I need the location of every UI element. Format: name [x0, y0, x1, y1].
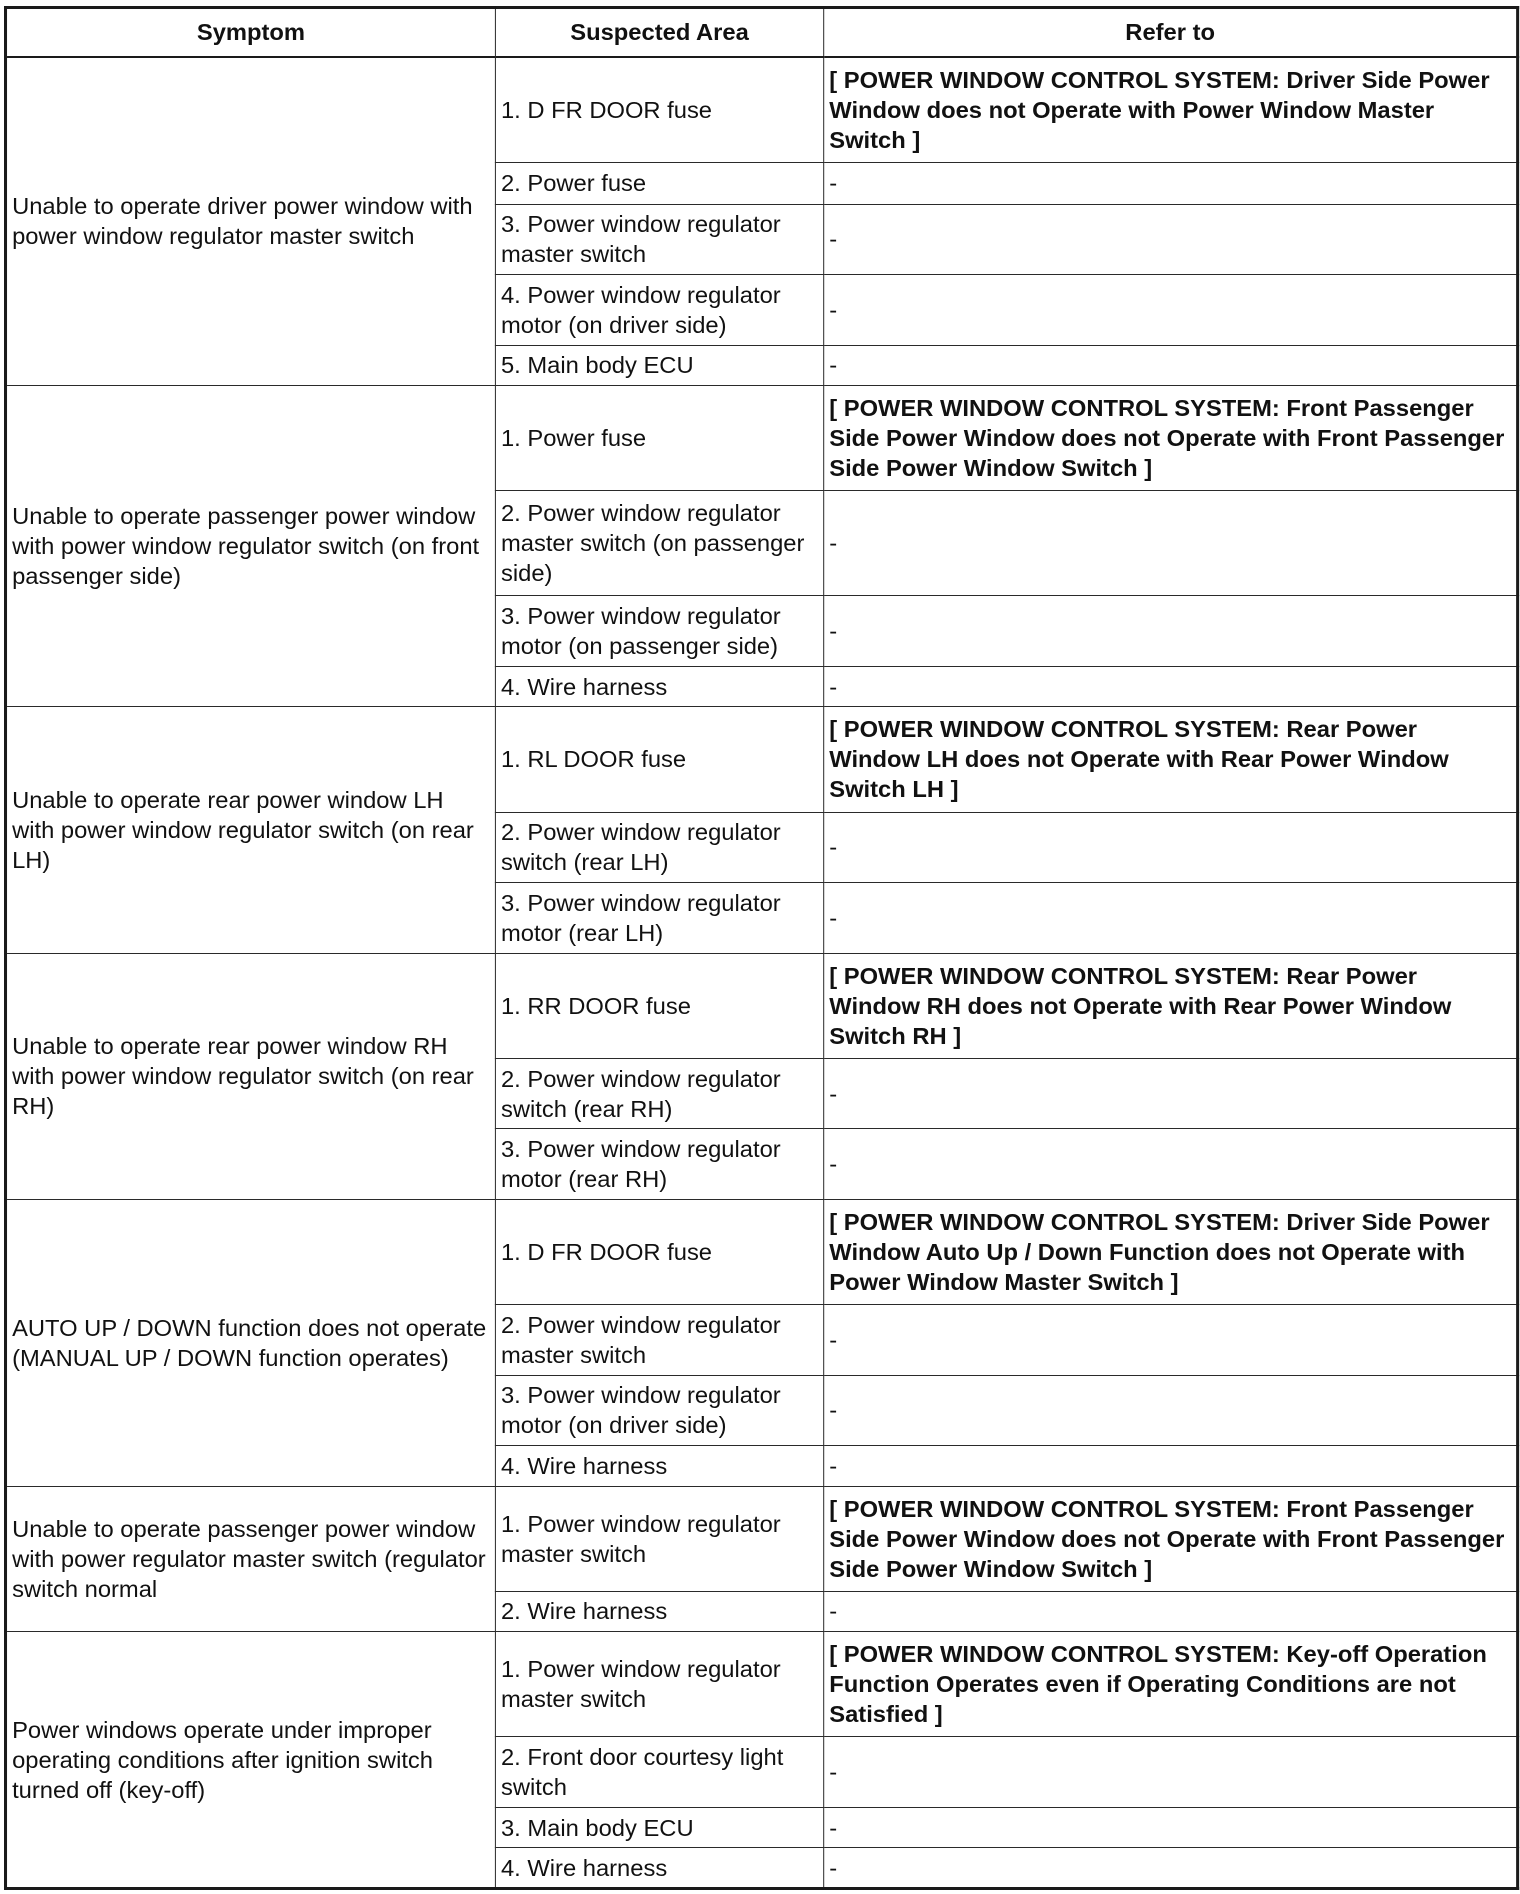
refer-to-cell: -: [824, 345, 1518, 385]
refer-to-cell: -: [824, 1375, 1518, 1446]
header-refer-to: Refer to: [824, 8, 1518, 57]
refer-to-link[interactable]: [ POWER WINDOW CONTROL SYSTEM: Rear Power Window LH does not Operate with Rear Power Window Switch LH ]: [824, 707, 1518, 812]
suspected-area-cell: 1. Power fuse: [495, 386, 823, 491]
table-row: [6, 1632, 1518, 1737]
suspected-area-cell: 4. Wire harness: [495, 1848, 823, 1889]
refer-to-cell: -: [824, 1129, 1518, 1200]
header-suspected-area: Suspected Area: [495, 8, 823, 57]
suspected-area-cell: 3. Power window regulator master switch: [495, 204, 823, 275]
suspected-area-cell: 4. Wire harness: [495, 666, 823, 706]
symptom-cell: AUTO UP / DOWN function does not operate (MANUAL UP / DOWN function operates): [6, 1199, 496, 1486]
table-header-row: [6, 8, 1518, 57]
refer-to-cell: -: [824, 1737, 1518, 1808]
suspected-area-cell: 4. Wire harness: [495, 1446, 823, 1486]
table-row: [6, 953, 1518, 1058]
symptom-cell: Unable to operate rear power window LH with power window regulator switch (on rear LH): [6, 707, 496, 953]
refer-to-cell: -: [824, 596, 1518, 667]
refer-to-cell: -: [824, 1446, 1518, 1486]
symptom-cell: Power windows operate under improper operating conditions after ignition switch turned off (key-off): [6, 1632, 496, 1889]
suspected-area-cell: 2. Front door courtesy light switch: [495, 1737, 823, 1808]
refer-to-cell: -: [824, 204, 1518, 275]
suspected-area-cell: 2. Power window regulator master switch (on passenger side): [495, 491, 823, 596]
refer-to-cell: -: [824, 883, 1518, 954]
symptom-cell: Unable to operate rear power window RH with power window regulator switch (on rear RH): [6, 953, 496, 1199]
refer-to-link[interactable]: [ POWER WINDOW CONTROL SYSTEM: Front Passenger Side Power Window does not Operate with Front Passenger Side Power Window Switch ]: [824, 1486, 1518, 1591]
suspected-area-cell: 2. Power window regulator switch (rear LH): [495, 812, 823, 883]
symptom-cell: Unable to operate driver power window with power window regulator master switch: [6, 57, 496, 386]
symptom-cell: Unable to operate passenger power window with power window regulator switch (on front passenger side): [6, 386, 496, 707]
refer-to-cell: -: [824, 812, 1518, 883]
refer-to-cell: -: [824, 1058, 1518, 1129]
suspected-area-cell: 2. Power window regulator master switch: [495, 1305, 823, 1376]
refer-to-cell: -: [824, 1305, 1518, 1376]
suspected-area-cell: 4. Power window regulator motor (on driver side): [495, 275, 823, 346]
suspected-area-cell: 2. Wire harness: [495, 1591, 823, 1631]
refer-to-link[interactable]: [ POWER WINDOW CONTROL SYSTEM: Key-off Operation Function Operates even if Operating Conditions are not Satisfied ]: [824, 1632, 1518, 1737]
refer-to-link[interactable]: [ POWER WINDOW CONTROL SYSTEM: Driver Side Power Window Auto Up / Down Function does not Operate with Power Window Master Switch ]: [824, 1199, 1518, 1304]
table-row: [6, 57, 1518, 163]
table-row: [6, 707, 1518, 812]
refer-to-cell: -: [824, 1807, 1518, 1847]
symptom-cell: Unable to operate passenger power window with power regulator master switch (regulator switch normal: [6, 1486, 496, 1632]
suspected-area-cell: 1. Power window regulator master switch: [495, 1486, 823, 1591]
suspected-area-cell: 1. Power window regulator master switch: [495, 1632, 823, 1737]
refer-to-cell: -: [824, 162, 1518, 204]
suspected-area-cell: 2. Power fuse: [495, 162, 823, 204]
refer-to-cell: -: [824, 275, 1518, 346]
suspected-area-cell: 3. Power window regulator motor (rear LH): [495, 883, 823, 954]
table-row: [6, 1199, 1518, 1304]
document-page: [4, 6, 1520, 1890]
refer-to-cell: -: [824, 1848, 1518, 1889]
suspected-area-cell: 1. RR DOOR fuse: [495, 953, 823, 1058]
suspected-area-cell: 3. Main body ECU: [495, 1807, 823, 1847]
suspected-area-cell: 2. Power window regulator switch (rear RH): [495, 1058, 823, 1129]
refer-to-link[interactable]: [ POWER WINDOW CONTROL SYSTEM: Front Passenger Side Power Window does not Operate with Front Passenger Side Power Window Switch ]: [824, 386, 1518, 491]
header-symptom: Symptom: [6, 8, 496, 57]
refer-to-link[interactable]: [ POWER WINDOW CONTROL SYSTEM: Rear Power Window RH does not Operate with Rear Power Window Switch RH ]: [824, 953, 1518, 1058]
suspected-area-cell: 3. Power window regulator motor (on driver side): [495, 1375, 823, 1446]
suspected-area-cell: 1. D FR DOOR fuse: [495, 57, 823, 163]
suspected-area-cell: 1. RL DOOR fuse: [495, 707, 823, 812]
suspected-area-cell: 5. Main body ECU: [495, 345, 823, 385]
suspected-area-cell: 1. D FR DOOR fuse: [495, 1199, 823, 1304]
table-row: [6, 386, 1518, 491]
troubleshooting-table: [4, 6, 1519, 1890]
refer-to-cell: -: [824, 666, 1518, 706]
suspected-area-cell: 3. Power window regulator motor (on passenger side): [495, 596, 823, 667]
refer-to-cell: -: [824, 491, 1518, 596]
refer-to-cell: -: [824, 1591, 1518, 1631]
suspected-area-cell: 3. Power window regulator motor (rear RH): [495, 1129, 823, 1200]
table-row: [6, 1486, 1518, 1591]
refer-to-link[interactable]: [ POWER WINDOW CONTROL SYSTEM: Driver Side Power Window does not Operate with Power Window Master Switch ]: [824, 57, 1518, 163]
